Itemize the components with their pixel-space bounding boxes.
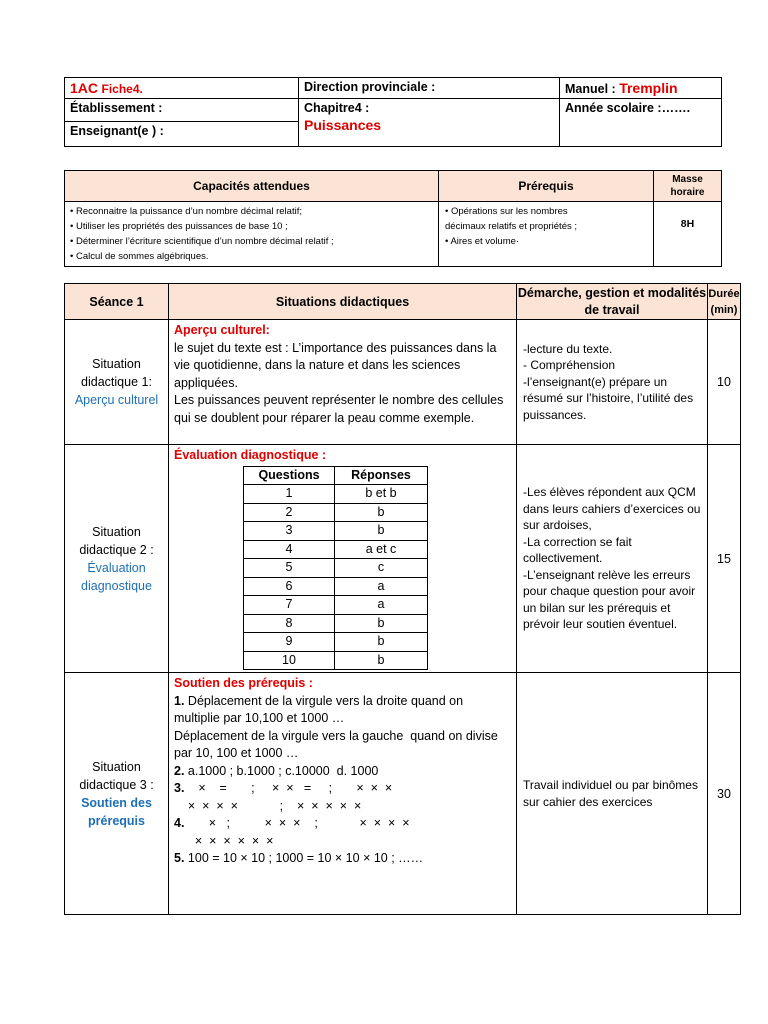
qcm-question: 2 (244, 503, 335, 522)
capacities-header: Capacités attendues (65, 171, 439, 202)
capacity-item: • Calcul de sommes algébriques. (70, 251, 209, 262)
support-item-text: × × × × × × (174, 833, 274, 848)
support-item (174, 728, 511, 763)
situation-2-title: Évaluation diagnostique (81, 560, 152, 593)
qcm-question: 10 (244, 651, 335, 670)
qcm-row (244, 540, 428, 559)
prereq-item: décimaux relatifs et propriétés ; (445, 221, 578, 232)
qcm-answer: b (335, 503, 428, 522)
situation-2-label-cell (65, 445, 169, 673)
support-item (174, 693, 511, 728)
prereq-list (439, 202, 654, 267)
school-year-cell: Année scolaire :……. (560, 99, 722, 147)
qcm-question: 4 (244, 540, 335, 559)
duree-header (708, 284, 741, 320)
capacity-item: • Utiliser les propriétés des puissances de base 10 ; (70, 221, 288, 232)
qcm-row (244, 614, 428, 633)
situation-3-label: Situation didactique 3 : (79, 759, 154, 792)
qcm-question: 6 (244, 577, 335, 596)
support-item-text: × × × × ; × × × × × (174, 798, 362, 813)
situation-2-content (169, 445, 517, 673)
teacher-cell: Enseignant(e ) : (65, 122, 299, 147)
level-label: 1AC (70, 80, 99, 96)
support-item (174, 798, 511, 816)
support-item (174, 850, 511, 868)
support-item-text: × ; × × × ; × × × × (184, 816, 410, 830)
seance-header: Séance 1 (65, 284, 169, 320)
support-item-num: 2. (174, 763, 185, 778)
demarche-line: -l’enseignant(e) prépare un résumé sur l’histoire, l’utilité des puissances. (523, 374, 694, 422)
header-table (64, 77, 722, 147)
qcm-question: 9 (244, 633, 335, 652)
qcm-question: 8 (244, 614, 335, 633)
hours-value: 8H (654, 202, 722, 267)
hours-header: Masse horaire (654, 171, 722, 202)
support-item-num: 5. (174, 851, 185, 865)
prereq-item: • Opérations sur les nombres (445, 206, 568, 217)
direction-cell: Direction provinciale : (299, 78, 560, 99)
support-item-text: × = ; × × = ; × × × (184, 781, 393, 795)
qcm-answer: a (335, 577, 428, 596)
qcm-question: 1 (244, 485, 335, 504)
capacities-list (65, 202, 439, 267)
qcm-answer: a et c (335, 540, 428, 559)
main-table (64, 283, 741, 915)
situation-3-duree: 30 (708, 673, 741, 915)
support-item-text: Déplacement de la virgule vers la gauche quand on divise par 10, 100 et 1000 … (174, 728, 505, 760)
situation-row-2 (65, 445, 741, 673)
situation-2-label: Situation didactique 2 : (79, 524, 154, 557)
qcm-row (244, 651, 428, 670)
support-item-num: 3. (174, 781, 185, 795)
qcm-row (244, 485, 428, 504)
prereq-item: • Aires et volume· (445, 236, 520, 247)
qcm-answer: a (335, 596, 428, 615)
qcm-question: 5 (244, 559, 335, 578)
qcm-question: 7 (244, 596, 335, 615)
situation-row-1 (65, 320, 741, 445)
situation-2-heading: Évaluation diagnostique : (174, 448, 327, 462)
support-item (174, 780, 511, 798)
support-item (174, 763, 511, 781)
situation-1-text: le sujet du texte est : L’importance des puissances dans la vie quotidienne, dans la nature et dans les sciences appliquées. (174, 340, 497, 390)
qcm-row (244, 559, 428, 578)
qcm-answer: c (335, 559, 428, 578)
demarche-line: -La correction se fait collectivement. (523, 534, 632, 566)
situation-1-content (169, 320, 517, 445)
capacities-table (64, 170, 722, 267)
manual-name: Tremplin (619, 80, 678, 96)
qcm-answer: b (335, 633, 428, 652)
situation-2-demarche (517, 445, 708, 673)
qcm-row (244, 596, 428, 615)
capacity-item: • Déterminer l’écriture scientifique d’un nombre décimal relatif ; (70, 236, 334, 247)
situation-3-content (169, 673, 517, 915)
qcm-table (243, 466, 428, 671)
qcm-header-answers: Réponses (335, 466, 428, 485)
situation-1-text: Les puissances peuvent représenter le nombre des cellules qui se doublent pour réparer la peau comme exemple. (174, 393, 504, 425)
demarche-line: -lecture du texte. (523, 341, 613, 356)
situation-1-title: Aperçu culturel (74, 393, 159, 407)
situation-1-label: Situation didactique 1: (81, 357, 152, 389)
chapter-label: Chapitre4 : (304, 101, 370, 115)
situation-2-duree: 15 (708, 445, 741, 673)
qcm-row (244, 503, 428, 522)
support-item-text: a.1000 ; b.1000 ; c.10000 d. 1000 (184, 763, 379, 778)
qcm-answer: b (335, 614, 428, 633)
situation-1-duree: 10 (708, 320, 741, 445)
demarche-line: Travail individuel ou par binômes sur cahier des exercices (523, 778, 698, 809)
header-level-cell (65, 78, 299, 99)
support-item (174, 815, 511, 833)
qcm-answer: b et b (335, 485, 428, 504)
support-item-text: Déplacement de la virgule vers la droite quand on multiplie par 10,100 et 1000 … (174, 693, 471, 725)
situation-row-3 (65, 673, 741, 915)
establishment-cell: Établissement : (65, 99, 299, 122)
situation-1-heading: Aperçu culturel: (174, 323, 270, 337)
manual-label: Manuel : (565, 82, 616, 96)
support-item (174, 833, 511, 851)
qcm-row (244, 522, 428, 541)
qcm-answer: b (335, 651, 428, 670)
qcm-answer: b (335, 522, 428, 541)
situation-1-label-cell (65, 320, 169, 445)
support-item-num: 1. (174, 693, 185, 708)
demarche-line: - Compréhension (523, 358, 616, 373)
situation-1-demarche (517, 320, 708, 445)
demarche-header: Démarche, gestion et modalités de travail (517, 284, 708, 320)
situation-3-label-cell (65, 673, 169, 915)
prereq-header: Prérequis (439, 171, 654, 202)
qcm-row (244, 577, 428, 596)
chapter-title: Puissances (304, 117, 382, 133)
qcm-row (244, 633, 428, 652)
chapter-cell (299, 99, 560, 147)
duree-label: Durée (708, 287, 740, 300)
situation-3-heading: Soutien des prérequis : (174, 676, 313, 690)
qcm-question: 3 (244, 522, 335, 541)
support-item-num: 4. (174, 816, 185, 830)
sheet-label: Fiche4. (101, 82, 143, 96)
qcm-header-questions: Questions (244, 466, 335, 485)
support-item-text: 100 = 10 × 10 ; 1000 = 10 × 10 × 10 ; …… (184, 851, 424, 865)
situation-3-demarche (517, 673, 708, 915)
manual-cell (560, 78, 722, 99)
situation-3-title: Soutien des prérequis (81, 795, 152, 828)
demarche-line: -L’enseignant relève les erreurs pour chaque question pour avoir un bilan sur les prérequis et prévoir leur soutien éventuel. (523, 567, 696, 632)
situations-header: Situations didactiques (169, 284, 517, 320)
demarche-line: -Les élèves répondent aux QCM dans leurs cahiers d’exercices ou sur ardoises, (523, 485, 701, 533)
capacity-item: • Reconnaitre la puissance d’un nombre décimal relatif; (70, 206, 302, 217)
duree-unit: (min) (710, 303, 738, 316)
